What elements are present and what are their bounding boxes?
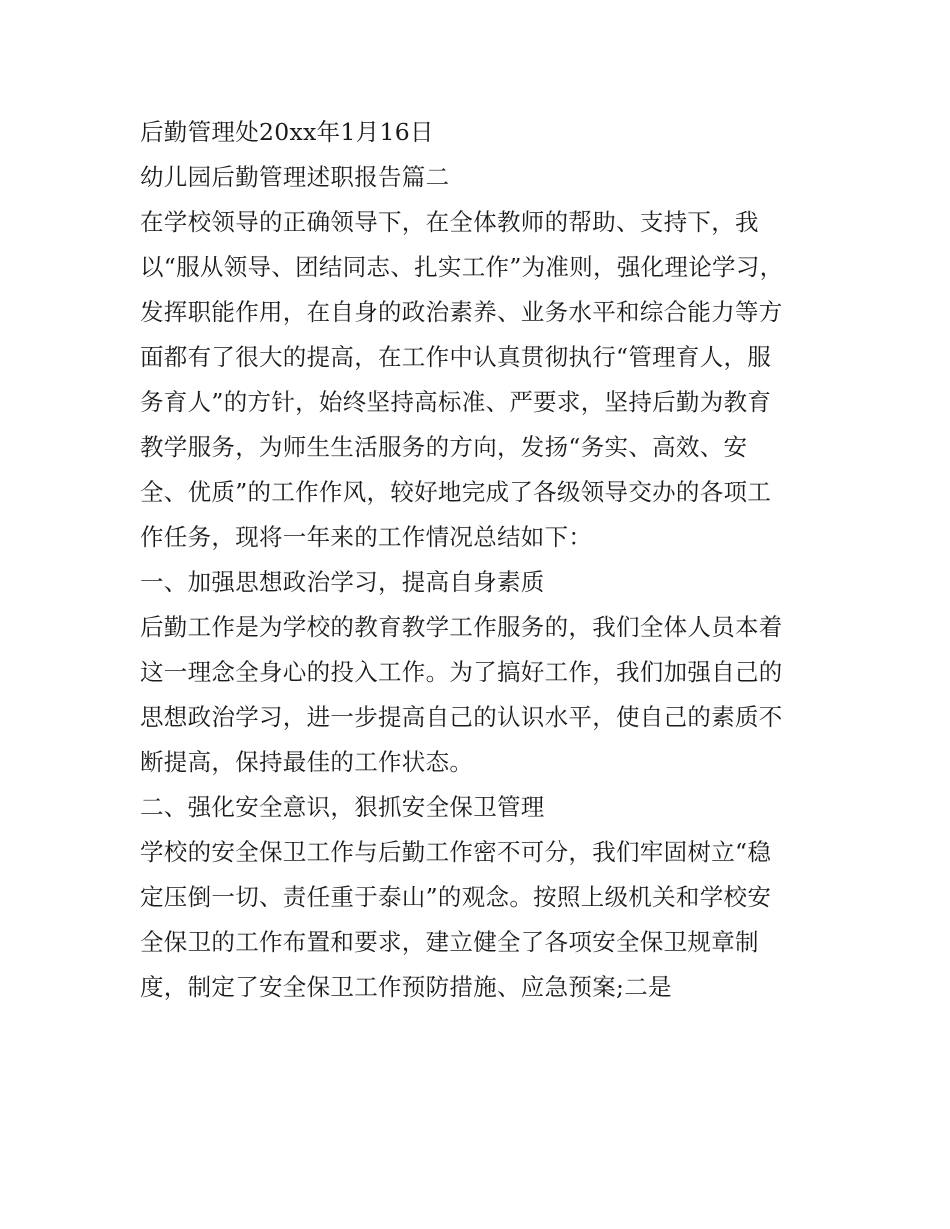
paragraph-line: 学校的安全保卫工作与后勤工作密不可分，我们牢固树立“稳	[140, 838, 772, 866]
heading-section-2: 二、强化安全意识，狠抓安全保卫管理	[140, 793, 545, 821]
paragraph-line: 后勤工作是为学校的教育教学工作服务的，我们全体人员本着	[140, 613, 783, 641]
paragraph-line: 面都有了很大的提高，在工作中认真贯彻执行“管理育人，服	[140, 343, 772, 371]
paragraph-line: 全保卫的工作布置和要求，建立健全了各项安全保卫规章制	[140, 928, 759, 956]
paragraph-line: 务育人”的方针，始终坚持高标准、严要求，坚持后勤为教育	[140, 388, 772, 416]
signature-date-line: 后勤管理处20xx年1月16日	[140, 118, 434, 146]
paragraph-line: 发挥职能作用，在自身的政治素养、业务水平和综合能力等方	[140, 298, 783, 326]
paragraph-line: 全、优质”的工作作风，较好地完成了各级领导交办的各项工	[140, 478, 772, 506]
paragraph-line: 这一理念全身心的投入工作。为了搞好工作，我们加强自己的	[140, 658, 783, 686]
paragraph-line: 定压倒一切、责任重于泰山”的观念。按照上级机关和学校安	[140, 883, 772, 911]
paragraph-line: 度，制定了安全保卫工作预防措施、应急预案;二是	[140, 973, 672, 1001]
paragraph-line: 教学服务，为师生生活服务的方向，发扬“务实、高效、安	[140, 433, 748, 461]
paragraph-line: 思想政治学习，进一步提高自己的认识水平，使自己的素质不	[140, 703, 783, 731]
paragraph-line: 以“服从领导、团结同志、扎实工作”为准则，强化理论学习，	[140, 253, 784, 281]
heading-section-1: 一、加强思想政治学习，提高自身素质	[140, 568, 545, 596]
paragraph-line: 作任务，现将一年来的工作情况总结如下：	[140, 523, 593, 551]
paragraph-line: 断提高，保持最佳的工作状态。	[140, 748, 474, 776]
section-title: 幼儿园后勤管理述职报告篇二	[140, 163, 450, 191]
document-page	[140, 110, 820, 1010]
paragraph-line: 在学校领导的正确领导下，在全体教师的帮助、支持下，我	[140, 208, 759, 236]
